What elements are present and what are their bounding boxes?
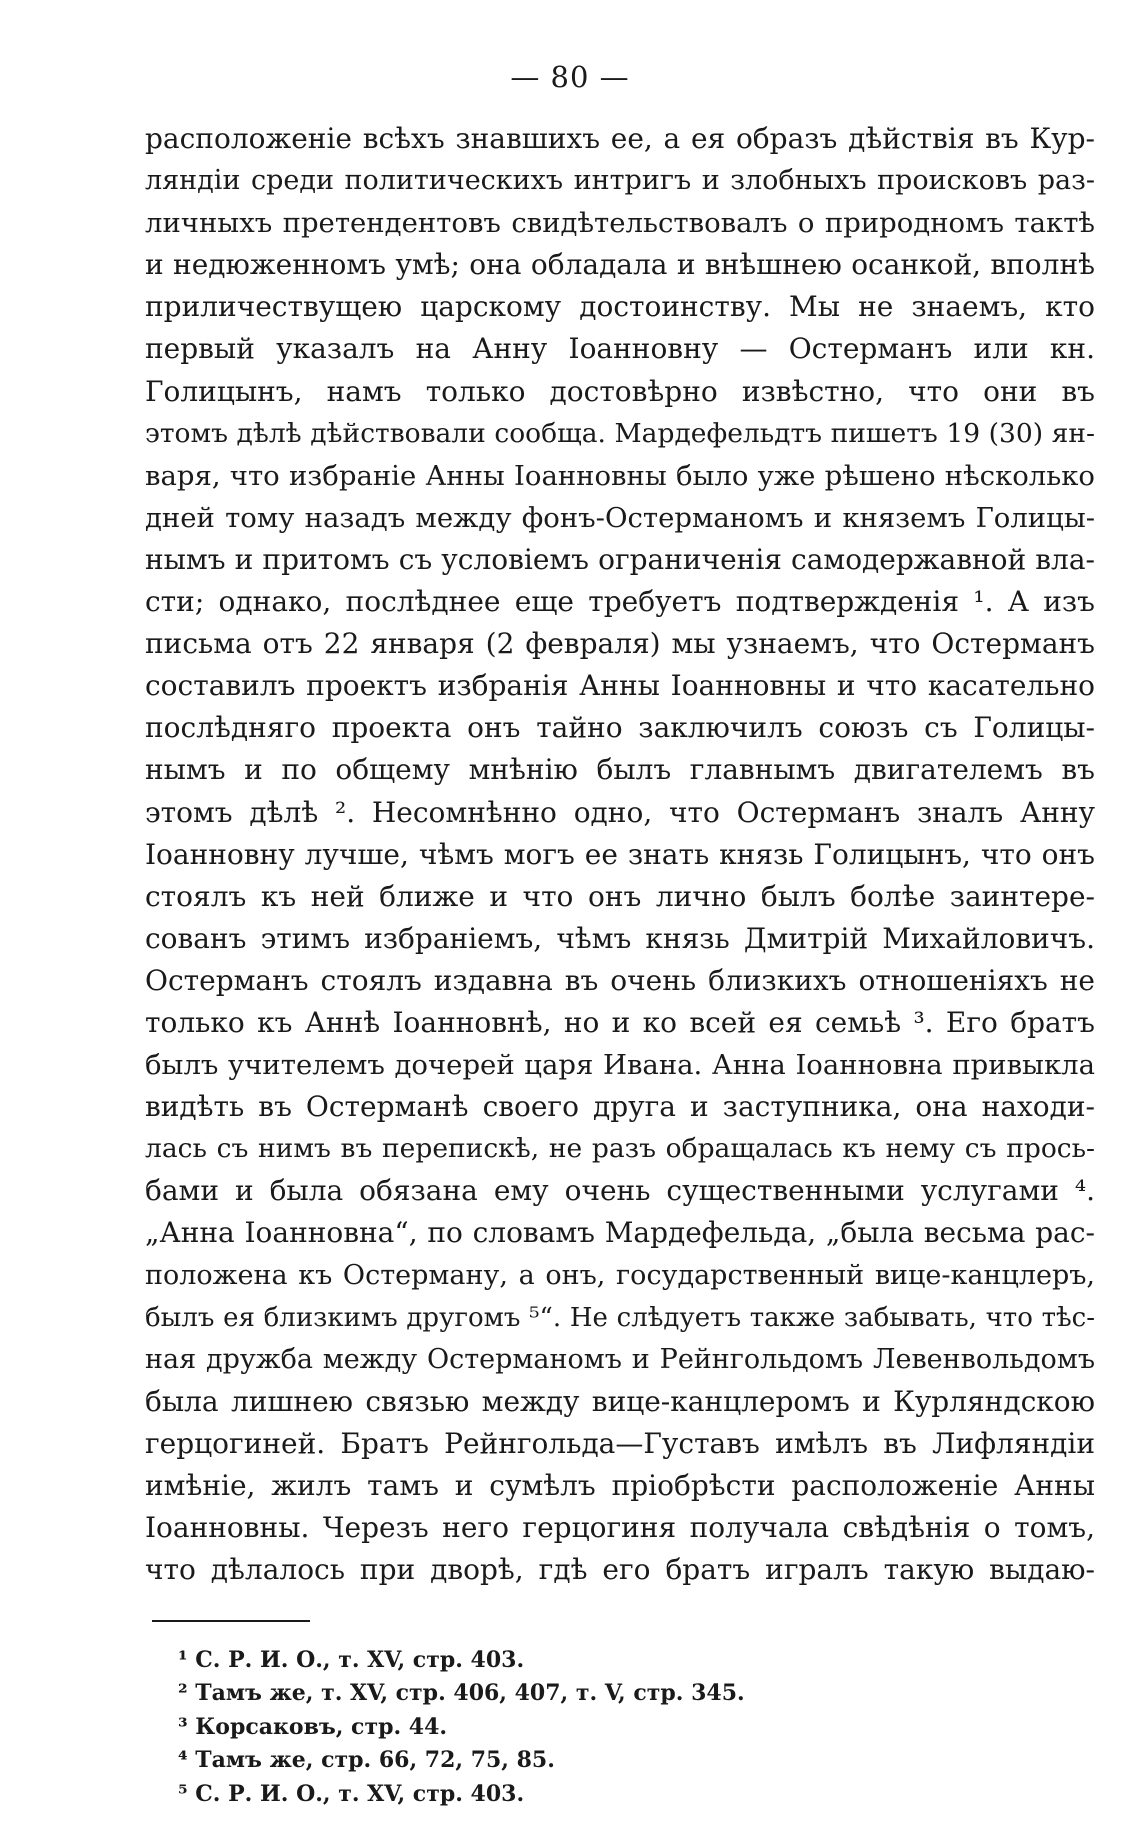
footnote: ³ Корсаковъ, стр. 44. [178, 1713, 448, 1740]
text-line: послѣдняго проекта онъ тайно заключилъ союзъ съ Голицы- [145, 711, 1095, 745]
text-line: этомъ дѣлѣ ². Несомнѣнно одно, что Остерманъ зналъ Анну [145, 795, 1095, 829]
text-line: нымъ и по общему мнѣнію былъ главнымъ двигателемъ въ [145, 753, 1095, 787]
text-line: положена къ Остерману, а онъ, государственный вице-канцлеръ, [145, 1259, 1095, 1291]
text-line: лась съ нимъ въ перепискѣ, не разъ обращалась къ нему съ прось- [145, 1133, 1095, 1165]
text-line: этомъ дѣлѣ дѣйствовали сообща. Мардефельдтъ пишетъ 19 (30) ян- [145, 417, 1095, 449]
text-line: только къ Аннѣ Іоанновнѣ, но и ко всей ея семьѣ ³. Его братъ [145, 1005, 1095, 1039]
footnote: ⁵ С. Р. И. О., т. XV, стр. 403. [178, 1780, 525, 1807]
page-number: — 80 — [510, 60, 630, 94]
text-line: бами и была обязана ему очень существенными услугами ⁴. [145, 1174, 1095, 1208]
text-line: имѣніе, жилъ тамъ и сумѣлъ пріобрѣсти расположеніе Анны [145, 1469, 1095, 1502]
text-line: что дѣлалось при дворѣ, гдѣ его братъ игралъ такую выдаю- [145, 1553, 1095, 1587]
text-line: нымъ и притомъ съ условіемъ ограниченія самодержавной вла- [145, 542, 1095, 576]
text-line: была лишнею связью между вице-канцлеромъ и Курляндскою [145, 1384, 1095, 1418]
text-line: ная дружба между Остерманомъ и Рейнгольдомъ Левенвольдомъ [145, 1343, 1095, 1375]
text-line: герцогиней. Братъ Рейнгольда—Густавъ имѣлъ въ Лифляндіи [145, 1426, 1095, 1460]
text-line: дней тому назадъ между фонъ-Остерманомъ и княземъ Голицы- [145, 501, 1095, 534]
footnotes [178, 1644, 745, 1811]
footnote-divider [152, 1620, 310, 1622]
text-line: письма отъ 22 января (2 февраля) мы узнаемъ, что Остерманъ [145, 627, 1095, 661]
text-line: составилъ проектъ избранія Анны Іоанновны и что касательно [145, 669, 1095, 703]
text-line: расположеніе всѣхъ знавшихъ ее, а ея образъ дѣйствія въ Кур- [145, 122, 1095, 155]
text-line: былъ ея близкимъ другомъ ⁵“. Не слѣдуетъ также забывать, что тѣс- [145, 1302, 1095, 1333]
text-line: сти; однако, послѣднее еще требуетъ подтвержденія ¹. А изъ [145, 585, 1095, 619]
footnote: ¹ С. Р. И. О., т. XV, стр. 403. [178, 1647, 525, 1673]
body-text [145, 118, 1095, 1591]
text-line: видѣть въ Остерманѣ своего друга и заступника, она находи- [145, 1090, 1095, 1124]
text-line: Іоанновну лучше, чѣмъ могъ ее знать князь Голицынъ, что онъ [145, 837, 1095, 871]
text-line: Іоанновны. Черезъ него герцогиня получала свѣдѣнія о томъ, [145, 1511, 1095, 1545]
text-line: личныхъ претендентовъ свидѣтельствовалъ о природномъ тактѣ [145, 207, 1095, 240]
text-line: ляндіи среди политическихъ интригъ и злобныхъ происковъ раз- [145, 165, 1095, 197]
text-line: „Анна Іоанновна“, по словамъ Мардефельда, „была весьма рас- [145, 1216, 1095, 1250]
text-line: Остерманъ стоялъ издавна въ очень близкихъ отношеніяхъ не [145, 963, 1095, 997]
text-line: приличествущею царскому достоинству. Мы не знаемъ, кто [145, 290, 1095, 324]
text-line: сованъ этимъ избраніемъ, чѣмъ князь Дмитрій Михайловичъ. [145, 921, 1095, 955]
text-line: былъ учителемъ дочерей царя Ивана. Анна Іоанновна привыкла [145, 1049, 1095, 1082]
text-line: Голицынъ, намъ только достовѣрно извѣстно, что они въ [145, 374, 1095, 408]
footnote: ⁴ Тамъ же, стр. 66, 72, 75, 85. [178, 1747, 555, 1774]
text-line: первый указалъ на Анну Іоанновну — Остерманъ или кн. [145, 332, 1095, 366]
text-line: варя, что избраніе Анны Іоанновны было уже рѣшено нѣсколько [145, 459, 1095, 492]
footnote: ² Тамъ же, т. XV, стр. 406, 407, т. V, стр. 345. [178, 1680, 745, 1707]
text-line: стоялъ къ ней ближе и что онъ лично былъ болѣе заинтере- [145, 879, 1095, 913]
text-line: и недюженномъ умѣ; она обладала и внѣшнею осанкой, вполнѣ [145, 248, 1095, 282]
